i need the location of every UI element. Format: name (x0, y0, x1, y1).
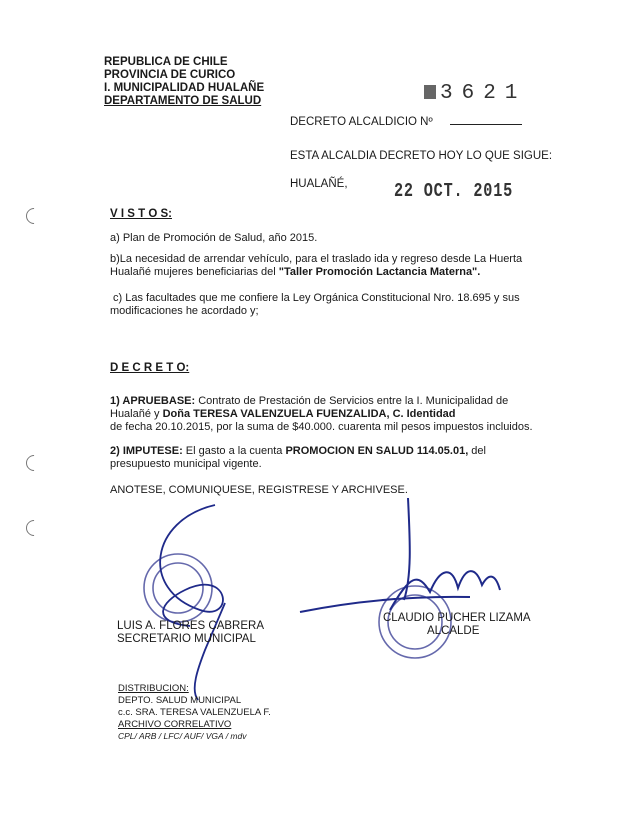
vistos-b-text: Hualañé mujeres beneficiarias del (110, 266, 279, 278)
vistos-b-taller: "Taller Promoción Lactancia Materna". (278, 266, 481, 278)
decreto-p2-line1 (110, 445, 486, 457)
punch-hole (23, 452, 46, 475)
left-seal (144, 554, 212, 622)
left-signer-name: LUIS A. FLORES CABRERA (117, 620, 264, 632)
decreto-p1-text: Contrato de Prestación de Servicios entre la I. Municipalidad de (195, 395, 509, 407)
decreto-p1-line1 (110, 395, 508, 407)
decreto-p2-cuenta: PROMOCION EN SALUD 114.05.01, (285, 445, 469, 457)
header-departamento: DEPARTAMENTO DE SALUD (104, 95, 262, 107)
right-signer-title: ALCALDE (427, 625, 480, 637)
decree-number-line (450, 124, 522, 125)
decree-date-stamp: 22 OCT. 2015 (394, 180, 514, 202)
distribution-line2: c.c. SRA. TERESA VALENZUELA F. (118, 707, 271, 718)
right-signer-name: CLAUDIO PUCHER LIZAMA (383, 612, 531, 624)
punch-hole (23, 205, 46, 228)
section-decreto-title: D E C R E T O: (110, 362, 190, 374)
decreto-p2-label: 2) IMPUTESE: (110, 445, 183, 457)
header-provincia: PROVINCIA DE CURICO (104, 69, 236, 81)
decreto-p2-del: del (468, 445, 486, 457)
decreto-closing: ANOTESE, COMUNIQUESE, REGISTRESE Y ARCHIVESE. (110, 484, 408, 496)
decreto-p2-text: El gasto a la cuenta (182, 445, 286, 457)
left-signature (160, 505, 225, 700)
header-republica: REPUBLICA DE CHILE (104, 56, 228, 68)
punch-hole (23, 517, 46, 540)
decreto-p1-label: 1) APRUEBASE: (110, 395, 196, 407)
vistos-c-line1: c) Las facultades que me confiere la Ley Orgánica Constitucional Nro. 18.695 y sus (113, 292, 520, 304)
decree-place: HUALAÑÉ, (290, 178, 348, 190)
decree-label: DECRETO ALCALDICIO Nº (290, 116, 433, 128)
vistos-a: a) Plan de Promoción de Salud, año 2015. (110, 232, 318, 244)
decreto-p1-line3: de fecha 20.10.2015, por la suma de $40.000. cuarenta mil pesos impuestos incluidos. (110, 421, 533, 433)
left-signer-title: SECRETARIO MUNICIPAL (117, 633, 256, 645)
stamp-mark-icon (424, 85, 436, 99)
decreto-p1-hualane: Hualañé y (110, 408, 163, 420)
right-signature (300, 498, 500, 612)
decreto-p1-line2 (110, 408, 456, 420)
header-municipalidad: I. MUNICIPALIDAD HUALAÑE (104, 82, 265, 94)
decree-intro: ESTA ALCALDIA DECRETO HOY LO QUE SIGUE: (290, 150, 553, 162)
decree-number-stamp (424, 82, 526, 105)
decree-number: 3621 (440, 82, 527, 105)
distribution-line1: DEPTO. SALUD MUNICIPAL (118, 695, 242, 706)
distribution-line4: CPL/ ARB / LFC/ AUF/ VGA / mdv (118, 731, 247, 741)
vistos-b-line1: b)La necesidad de arrendar vehículo, para el traslado ida y regreso desde La Huerta (110, 253, 523, 265)
decreto-p2-line2: presupuesto municipal vigente. (110, 458, 262, 470)
distribution-line3: ARCHIVO CORRELATIVO (118, 719, 232, 730)
section-vistos-title: V I S T O S: (110, 208, 172, 220)
distribution-title: DISTRIBUCION: (118, 683, 189, 694)
vistos-c-line2: modificaciones he acordado y; (110, 305, 259, 317)
vistos-b-line2 (110, 266, 480, 278)
decreto-p1-name: Doña TERESA VALENZUELA FUENZALIDA, C. Identidad (162, 408, 456, 420)
